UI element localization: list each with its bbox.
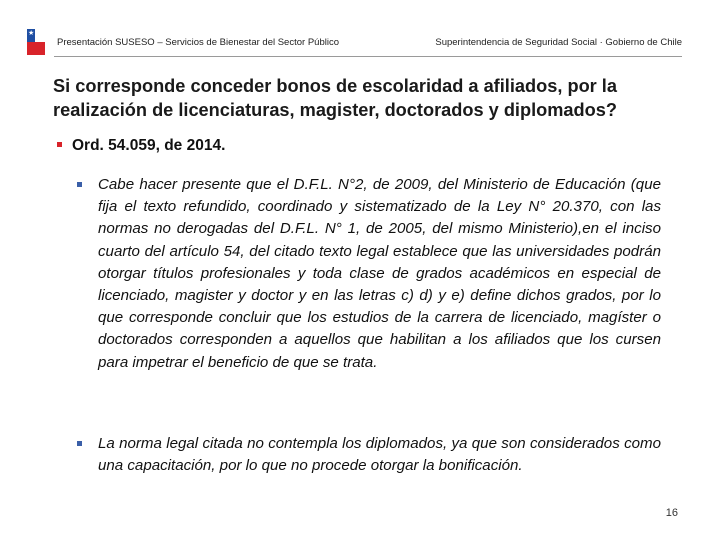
level1-text: Ord. 54.059, de 2014. xyxy=(72,137,226,154)
square-bullet-icon xyxy=(77,441,82,446)
paragraph-item xyxy=(98,433,661,477)
header-left-text: Presentación SUSESO – Servicios de Bienestar del Sector Público xyxy=(57,37,339,48)
header-right-text: Superintendencia de Seguridad Social · Gobierno de Chile xyxy=(435,37,682,48)
level1-bullet-item xyxy=(57,137,225,155)
paragraph-item xyxy=(98,174,661,374)
slide-title: Si corresponde conceder bonos de escolaridad a afiliados, por la realización de licenciaturas, magister, doctorados y diplomados? xyxy=(53,76,617,120)
logo-white-block xyxy=(35,29,45,42)
page-number: 16 xyxy=(665,507,678,519)
gobierno-logo xyxy=(27,29,45,55)
square-bullet-icon xyxy=(57,142,62,147)
star-icon: ★ xyxy=(28,30,35,37)
header-divider xyxy=(54,56,682,57)
paragraph-text: Cabe hacer presente que el D.F.L. N°2, de 2009, del Ministerio de Educación (que fija el texto refundido, coordinado y sistematizado de la Ley N° 20.370, con las normas no derogadas del D.F.L. N° 1, de 2005, del mismo Ministerio),en el inciso cuarto del artículo 54, del citado texto legal establece que las universidades podrán otorgar títulos profesionales y toda clase de grados académicos en especial de licenciado, magister y doctor y en las letras c) d) y e) define dichos grados, por lo que corresponde concluir que los estudios de la carrera de licenciado, magíster o doctorados corresponden a aquellos que habilitan a los afiliados que los cursen para impetrar el beneficio de que se trata. xyxy=(98,176,661,371)
logo-red-block xyxy=(27,42,45,55)
square-bullet-icon xyxy=(77,182,82,187)
paragraph-text: La norma legal citada no contempla los diplomados, ya que son considerados como una capacitación, por lo que no procede otorgar la bonificación. xyxy=(98,435,661,475)
